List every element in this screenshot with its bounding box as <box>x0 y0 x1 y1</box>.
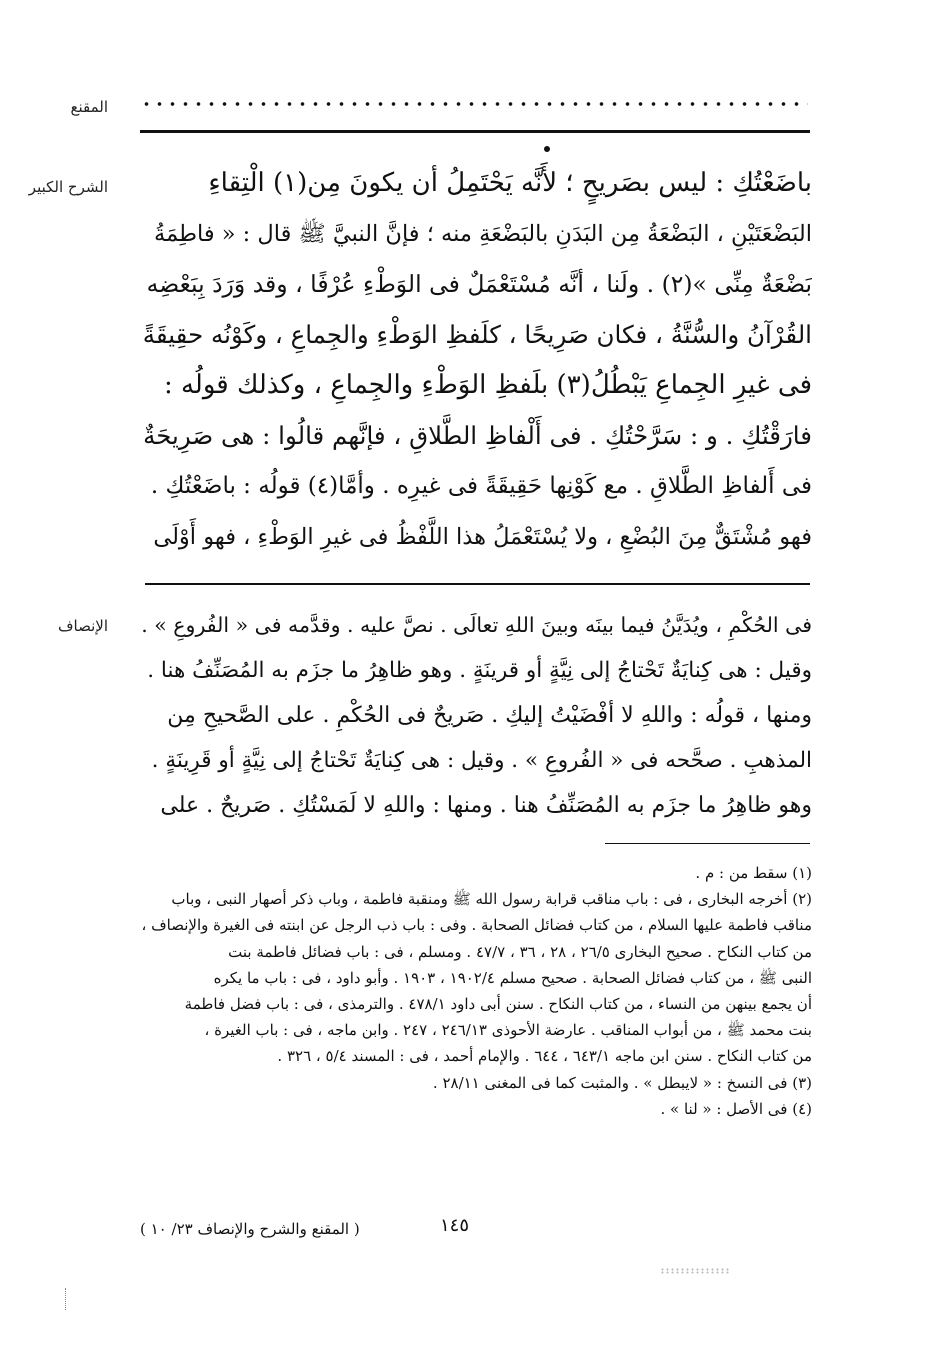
insaf-text <box>140 603 812 828</box>
insaf-line: وقيل : هى كِنايَةٌ تَحْتاجُ إلى نِيَّةٍ أو قرينَةٍ . وهو ظاهِرُ ما جزَم به المُصَنِّفُ هنا . <box>147 658 812 683</box>
footnote-line: (٢) أخرجه البخارى ، فى : باب مناقب قرابة رسول الله ﷺ ومنقبة فاطمة ، وباب ذكر أصهار النبى ، وباب <box>171 890 812 909</box>
footnote-line: أن يجمع بينهن من النساء ، من كتاب النكاح . سنن أبى داود ٤٧٨/١ . والترمذى ، فى : باب فضل فاطمة <box>184 994 812 1013</box>
sharh-line: البَضْعَتَيْنِ ، البَضْعَةُ مِن البَدَنِ بالبَضْعَةِ منه ؛ فإنَّ النبيَّ ﷺ قال : « فاطِمَةُ <box>154 220 812 247</box>
footnote-line: (١) سقط من : م . <box>695 864 812 882</box>
footnote-line: بنت محمد ﷺ ، من أبواب المناقب . عارضة الأحوذى ٢٤٦/١٣ ، ٢٤٧ . وابن ماجه ، فى : باب الغيرة ، <box>204 1021 812 1040</box>
footnote-line: النبى ﷺ ، من كتاب فضائل الصحابة . صحيح مسلم ١٩٠٢/٤ ، ١٩٠٣ . وأبو داود ، فى : باب ما يكره <box>213 968 812 987</box>
sharh-line: فى أَلفاظِ الطَّلاقِ . مع كَوْنِها حَقِيقَةً فى غيرِه . وأمَّا(٤) قولُه : باضَعْتُكِ . <box>150 473 812 499</box>
insaf-line: ومنها ، قولُه : واللهِ لا أفْضَيْتُ إليكِ . صَريحٌ فى الحُكْمِ . على الصَّحيحِ مِن <box>167 703 812 728</box>
footnote-rule <box>605 843 810 844</box>
sharh-line: باضَعْتُكِ : ليس بصَريحٍ ؛ لأَنَّه يَحْتَمِلُ أن يكونَ مِن(١) الْتِقاءِ <box>208 168 812 198</box>
section-divider <box>145 583 810 585</box>
sharh-line: بَضْعَةٌ مِنِّى »(٢) . ولَنا ، أنَّه مُسْتَعْمَلٌ فى الوَطْءِ عُرْفًا ، وقد وَرَدَ بِبَعْضِه <box>146 270 812 298</box>
sharh-text <box>140 158 812 562</box>
scan-smudge <box>660 1268 730 1274</box>
sharh-margin-label: الشرح الكبير <box>28 178 108 196</box>
footnote-line: (٣) فى النسخ : « لايبطل » . والمثبت كما فى المغنى ٢٨/١١ . <box>432 1073 812 1092</box>
insaf-line: فى الحُكْمِ ، ويُدَيَّنُ فيما بينَه وبينَ اللهِ تعالَى . نصَّ عليه . وقدَّمه فى « الفُروعِ » . <box>141 613 812 637</box>
footnote-line: من كتاب النكاح . سنن ابن ماجه ٦٤٣/١ ، ٦٤٤ . والإمام أحمد ، فى : المسند ٥/٤ ، ٣٢٦ . <box>277 1047 812 1066</box>
margin-mark <box>65 1288 69 1310</box>
sharh-line: القُرْآنُ والسُّنَّةُ ، فكان صَرِيحًا ، كلَفظِ الوَطْءِ والجِماعِ ، وكَوْنُه حقِيقَةً <box>142 319 812 349</box>
volume-reference: ( المقنع والشرح والإنصاف ٢٣/ ١٠ ) <box>140 1220 360 1238</box>
book-title-label: المقنع <box>70 98 108 116</box>
sharh-line: فى غيرِ الجِماعِ يَبْطُلُ(٣) بلَفظِ الوَطْءِ والجِماعِ ، وكذلك قولُه : <box>163 370 812 400</box>
insaf-line: المذهبِ . صحَّحه فى « الفُروعِ » . وقيل : هى كِنايَةٌ تَحْتاجُ إلى نِيَّةٍ أو قَرِينَةٍ . <box>151 748 812 773</box>
sharh-line: فارَقْتُكِ . و : سَرَّحْتُكِ . فى أَلْفاظِ الطَّلاقِ ، فإنَّهم قالُوا : هى صَرِيحَةٌ <box>143 420 812 450</box>
page-number: ١٤٥ <box>440 1215 470 1236</box>
footnotes <box>140 860 812 1122</box>
sharh-line: فهو مُشْتَقٌّ مِنَ البُضْعِ ، ولا يُسْتَعْمَلُ هذا اللَّفْظُ فى غيرِ الوَطْءِ ، فهو أَوْلَى <box>153 523 812 550</box>
dotted-header-rule <box>140 101 808 107</box>
section-dot <box>544 146 550 152</box>
footnote-line: (٤) فى الأصل : « لنا » . <box>660 1099 812 1118</box>
footnote-line: مناقب فاطمة عليها السلام ، من كتاب فضائل الصحابة . وفى : باب ذب الرجل عن ابنته فى الغيرة والإنصاف ، <box>141 916 812 935</box>
insaf-line: وهو ظاهِرُ ما جزَم به المُصَنِّفُ هنا . ومنها : واللهِ لا لَمَسْتُكِ . صَريحٌ . على <box>160 793 812 818</box>
header-rule <box>140 130 810 133</box>
insaf-margin-label: الإنصاف <box>57 617 108 635</box>
footnote-line: من كتاب النكاح . صحيح البخارى ٢٦/٥ ، ٢٨ ، ٣٦ ، ٤٧/٧ . ومسلم ، فى : باب فضائل فاطمة بنت <box>228 942 812 961</box>
